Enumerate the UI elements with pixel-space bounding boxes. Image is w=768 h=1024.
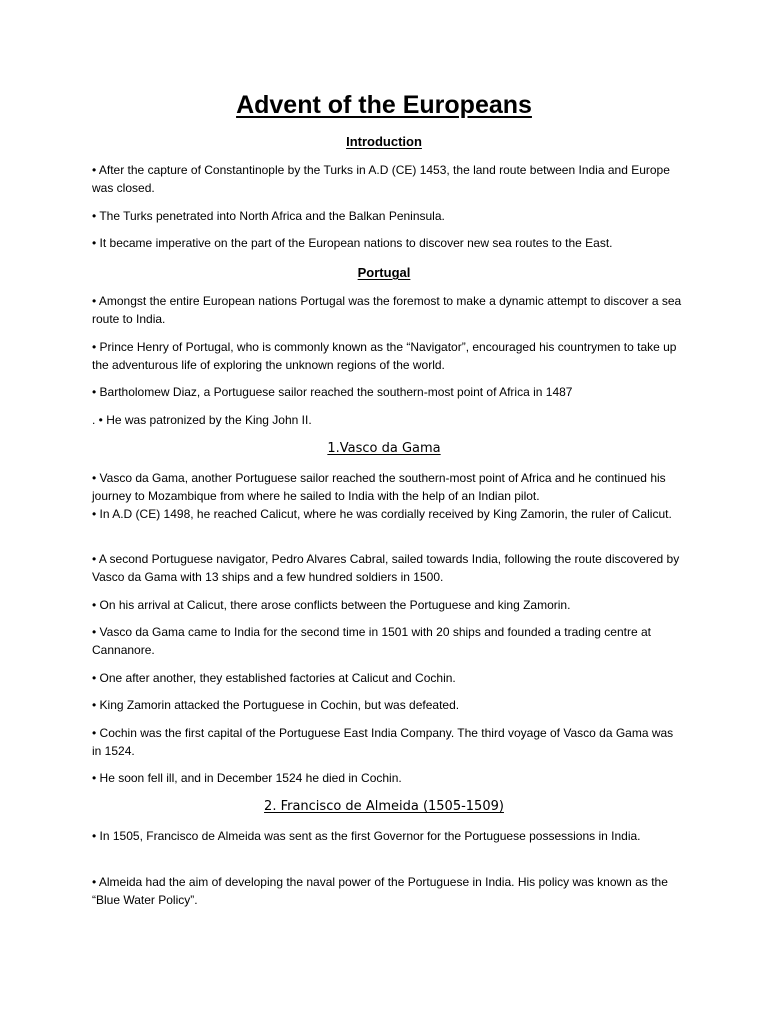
paragraph: • Bartholomew Diaz, a Portuguese sailor reached the southern-most point of Africa in 1487 [92, 385, 573, 399]
paragraph: • King Zamorin attacked the Portuguese in Cochin, but was defeated. [92, 698, 460, 712]
section-heading-francisco-de-almeida: 2. Francisco de Almeida (1505-1509) [264, 799, 504, 814]
paragraph: • In 1505, Francisco de Almeida was sent as the first Governor for the Portuguese possessions in India. [92, 829, 641, 843]
paragraph: . • He was patronized by the King John II. [92, 413, 312, 427]
document-title: Advent of the Europeans [236, 91, 532, 119]
paragraph: • Vasco da Gama, another Portuguese sailor reached the southern-most point of Africa and he continued his journey to Mozambique from where he sailed to India with the help of an Indian pilot. [92, 471, 666, 503]
paragraph: • Cochin was the first capital of the Portuguese East India Company. The third voyage of Vasco da Gama was in 1524. [92, 726, 674, 758]
section-heading-introduction: Introduction [346, 134, 422, 149]
paragraph: • Almeida had the aim of developing the naval power of the Portuguese in India. His policy was known as the “Blue Water Policy”. [92, 875, 668, 907]
section-heading-vasco-da-gama: 1.Vasco da Gama [327, 441, 441, 456]
paragraph: • A second Portuguese navigator, Pedro Alvares Cabral, sailed towards India, following the route discovered by Vasco da Gama with 13 ships and a few hundred soldiers in 1500. [92, 552, 680, 584]
paragraph: • One after another, they established factories at Calicut and Cochin. [92, 671, 456, 685]
paragraph: • He soon fell ill, and in December 1524 he died in Cochin. [92, 771, 402, 785]
paragraph: • It became imperative on the part of the European nations to discover new sea routes to the East. [92, 236, 613, 250]
section-heading-portugal: Portugal [357, 265, 411, 280]
paragraph: • After the capture of Constantinople by the Turks in A.D (CE) 1453, the land route between India and Europe was closed. [92, 163, 670, 195]
paragraph: • Vasco da Gama came to India for the second time in 1501 with 20 ships and founded a trading centre at Cannanore. [92, 625, 651, 657]
paragraph: • The Turks penetrated into North Africa and the Balkan Peninsula. [92, 209, 445, 223]
paragraph: • In A.D (CE) 1498, he reached Calicut, where he was cordially received by King Zamorin, the ruler of Calicut. [92, 507, 672, 521]
paragraph: • Prince Henry of Portugal, who is commonly known as the “Navigator”, encouraged his countrymen to take up the adventurous life of exploring the unknown regions of the world. [92, 340, 677, 372]
paragraph: • Amongst the entire European nations Portugal was the foremost to make a dynamic attempt to discover a sea route to India. [92, 294, 682, 326]
paragraph: • On his arrival at Calicut, there arose conflicts between the Portuguese and king Zamorin. [92, 598, 571, 612]
